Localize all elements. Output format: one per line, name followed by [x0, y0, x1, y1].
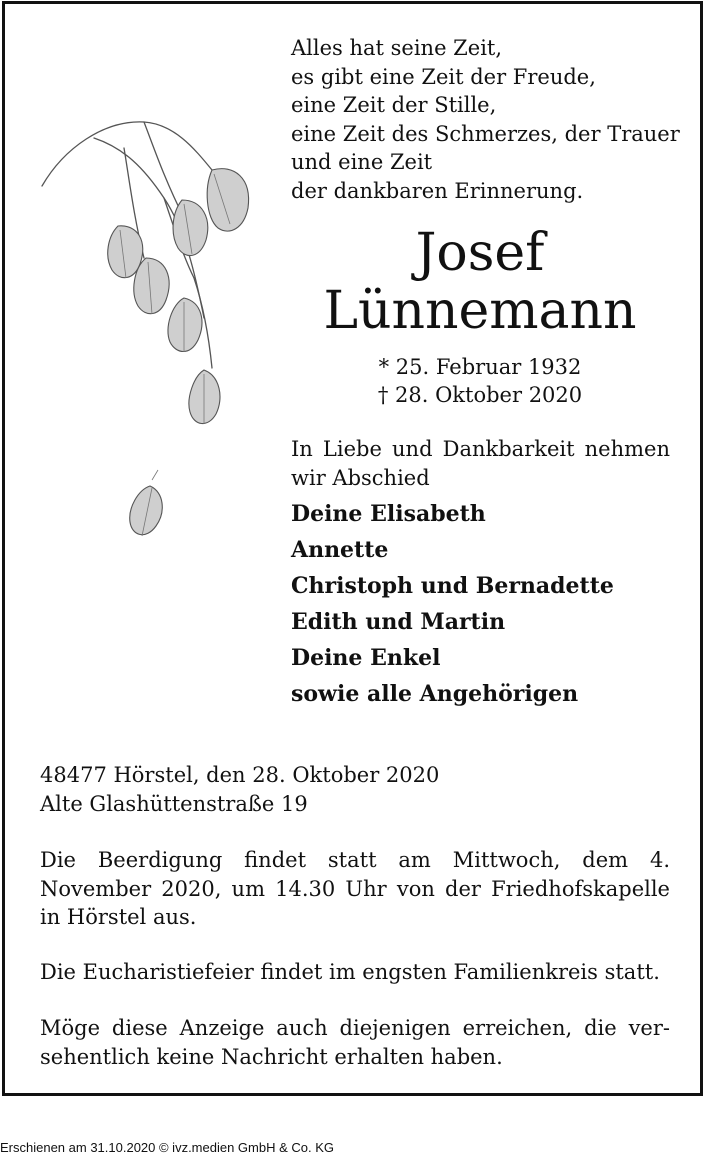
- notice-request: [40, 1014, 670, 1071]
- publication-credit: Erschienen am 31.10.2020 © ivz.medien GmbH & Co. KG: [0, 1140, 335, 1155]
- poem-line: eine Zeit der Stille,: [291, 93, 497, 117]
- poem: [291, 34, 681, 205]
- address-line: 48477 Hörstel, den 28. Oktober 2020: [40, 763, 440, 787]
- poem-line: Alles hat seine Zeit,: [291, 36, 503, 60]
- mourner-name: Christoph und Bernadette: [291, 573, 614, 599]
- mourner-name: Annette: [291, 537, 389, 563]
- mourner-name: sowie alle Angehörigen: [291, 681, 579, 707]
- hanging-leaves-illustration: [34, 108, 264, 588]
- poem-line: der dankbaren Erinnerung.: [291, 178, 584, 203]
- address-line: Alte Glashüttenstraße 19: [40, 791, 308, 816]
- address-block: [40, 761, 670, 818]
- poem-line: es gibt eine Zeit der Freude,: [291, 64, 596, 89]
- mourner-name: Deine Enkel: [291, 645, 441, 671]
- notice-line: sehentlich keine Nachricht erhalten haben.: [40, 1044, 503, 1069]
- poem-line: und eine Zeit: [291, 150, 433, 174]
- notice-line: Möge diese Anzeige auch diejenigen erreichen, die ver-: [40, 1016, 670, 1040]
- farewell-text: In Liebe und Dankbarkeit nehmen wir Abschied: [291, 437, 670, 490]
- deceased-first-name: Josef: [415, 223, 545, 283]
- birth-date: * 25. Februar 1932: [378, 355, 582, 379]
- deceased-name: [290, 224, 670, 340]
- mourners-list: [291, 496, 691, 712]
- poem-line: eine Zeit des Schmerzes, der Trauer: [291, 121, 680, 146]
- mourner-name: Edith und Martin: [291, 609, 506, 635]
- mourner-name: Deine Elisabeth: [291, 501, 486, 527]
- funeral-info: Die Beerdigung findet statt am Mittwoch, dem 4. November 2020, um 14.30 Uhr von der Friedhofskapelle in Hörstel aus.: [40, 848, 670, 929]
- life-dates: [290, 353, 670, 409]
- eucharist-info: Die Eucharistiefeier findet im engsten Familienkreis statt.: [40, 960, 660, 984]
- death-date: † 28. Oktober 2020: [377, 383, 583, 407]
- deceased-last-name: Lünnemann: [323, 281, 637, 341]
